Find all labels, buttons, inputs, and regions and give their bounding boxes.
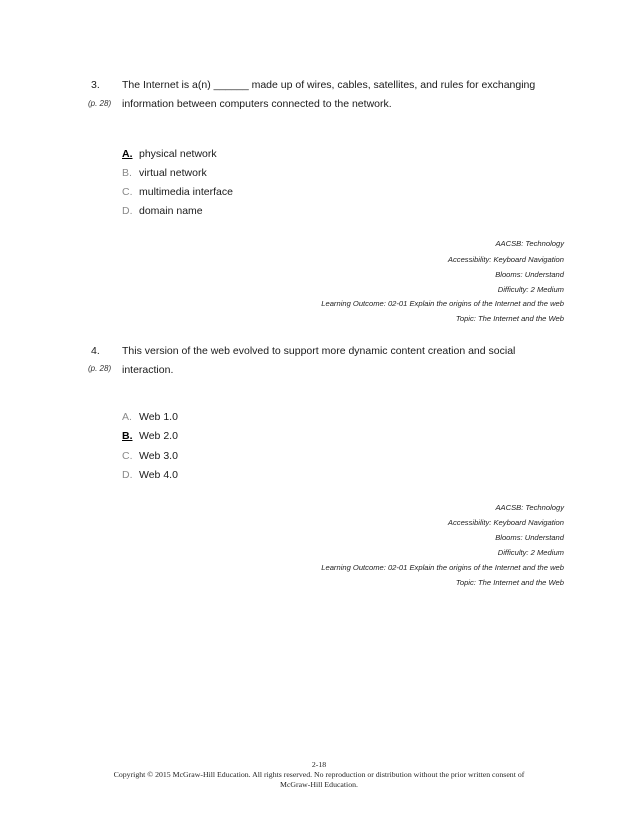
choice-c bbox=[122, 186, 233, 200]
choice-a bbox=[122, 411, 178, 425]
meta-topic: Topic: The Internet and the Web bbox=[455, 578, 564, 587]
choice-letter: B. bbox=[122, 430, 133, 442]
question-text-line: This version of the web evolved to support more dynamic content creation and social bbox=[122, 345, 516, 357]
page-reference: (p. 28) bbox=[88, 364, 112, 373]
choice-text: multimedia interface bbox=[139, 186, 233, 198]
choice-letter: A. bbox=[122, 411, 132, 423]
meta-accessibility: Accessibility: Keyboard Navigation bbox=[447, 255, 564, 264]
question-number: 4. bbox=[91, 345, 100, 357]
question-text bbox=[122, 76, 562, 114]
choice-b bbox=[122, 167, 207, 181]
question-text-line: The Internet is a(n) ______ made up of wires, cables, satellites, and rules for exchanging bbox=[122, 79, 536, 91]
choice-text: Web 4.0 bbox=[139, 469, 178, 481]
meta-accessibility: Accessibility: Keyboard Navigation bbox=[447, 518, 564, 527]
meta-topic: Topic: The Internet and the Web bbox=[455, 314, 564, 323]
meta-blooms: Blooms: Understand bbox=[495, 533, 564, 542]
choice-text: Web 2.0 bbox=[139, 430, 178, 442]
meta-aacsb: AACSB: Technology bbox=[495, 503, 564, 512]
choice-letter: A. bbox=[122, 148, 133, 160]
choice-d bbox=[122, 469, 178, 483]
question-text-line: interaction. bbox=[122, 364, 174, 376]
choice-a bbox=[122, 148, 217, 162]
choice-c bbox=[122, 450, 178, 464]
choice-text: virtual network bbox=[139, 167, 207, 179]
page-number: 2-18 bbox=[311, 760, 327, 769]
question-text-line: information between computers connected to the network. bbox=[122, 98, 392, 110]
choice-text: Web 1.0 bbox=[139, 411, 178, 423]
choice-letter: D. bbox=[122, 469, 133, 481]
copyright-line: McGraw-Hill Education. bbox=[280, 780, 358, 789]
question-text bbox=[122, 342, 562, 380]
choice-text: domain name bbox=[139, 205, 203, 217]
choice-text: Web 3.0 bbox=[139, 450, 178, 462]
meta-difficulty: Difficulty: 2 Medium bbox=[497, 285, 564, 294]
choice-letter: C. bbox=[122, 450, 133, 462]
page-reference: (p. 28) bbox=[88, 99, 112, 108]
choice-text: physical network bbox=[139, 148, 217, 160]
choice-d bbox=[122, 205, 203, 219]
page-footer bbox=[0, 760, 638, 790]
choice-letter: B. bbox=[122, 167, 132, 179]
meta-difficulty: Difficulty: 2 Medium bbox=[497, 548, 564, 557]
meta-learning-outcome: Learning Outcome: 02-01 Explain the origins of the Internet and the web bbox=[321, 563, 564, 572]
choice-b bbox=[122, 430, 178, 444]
meta-blooms: Blooms: Understand bbox=[495, 270, 564, 279]
choice-letter: D. bbox=[122, 205, 133, 217]
meta-learning-outcome: Learning Outcome: 02-01 Explain the origins of the Internet and the web bbox=[321, 299, 564, 308]
question-number: 3. bbox=[91, 79, 100, 91]
choice-letter: C. bbox=[122, 186, 133, 198]
copyright-line: Copyright © 2015 McGraw-Hill Education. All rights reserved. No reproduction or distribution without the prior written consent of bbox=[113, 770, 525, 779]
meta-aacsb: AACSB: Technology bbox=[495, 239, 564, 248]
